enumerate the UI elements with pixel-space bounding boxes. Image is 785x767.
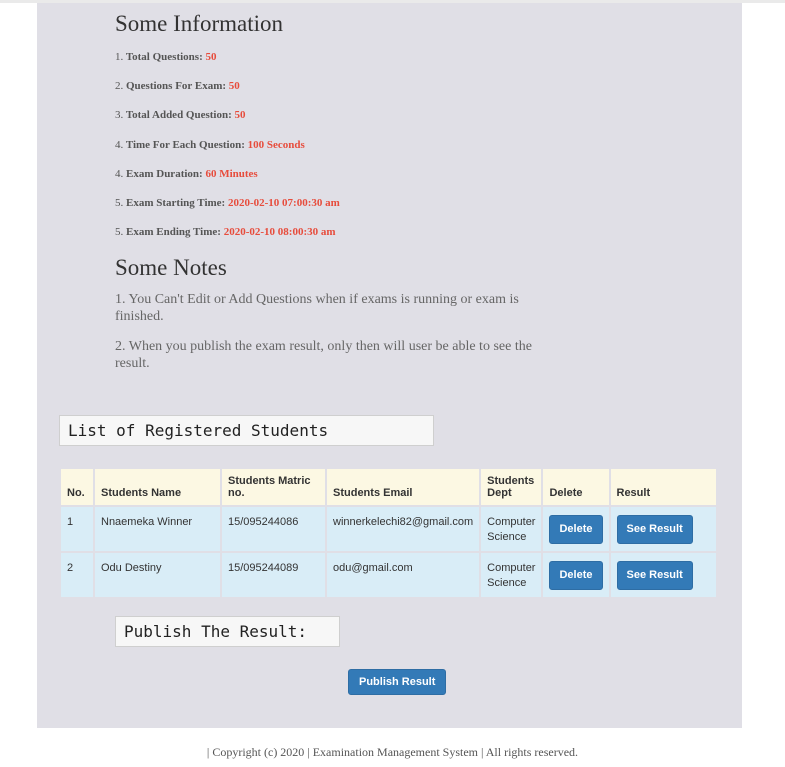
delete-button[interactable]: Delete bbox=[549, 561, 602, 590]
table-row bbox=[61, 553, 716, 597]
delete-button[interactable]: Delete bbox=[549, 515, 602, 544]
cell-email: winnerkelechi82@gmail.com bbox=[327, 507, 479, 551]
column-header-matric: Students Matric no. bbox=[222, 469, 325, 505]
note-item: 1. You Can't Edit or Add Questions when if exams is running or exam is finished. bbox=[115, 292, 519, 324]
cell-delete bbox=[543, 507, 608, 551]
info-item-exam-end: 5. Exam Ending Time: 2020-02-10 08:00:30 am bbox=[115, 226, 336, 238]
registered-students-heading: List of Registered Students bbox=[59, 415, 434, 446]
column-header-dept: Students Dept bbox=[481, 469, 541, 505]
info-item-exam-duration: 4. Exam Duration: 60 Minutes bbox=[115, 168, 258, 180]
info-item-total-added-question: 3. Total Added Question: 50 bbox=[115, 109, 246, 121]
cell-dept: Computer Science bbox=[481, 507, 541, 551]
info-item-total-questions: 1. Total Questions: 50 bbox=[115, 51, 217, 63]
cell-delete bbox=[543, 553, 608, 597]
cell-name: Odu Destiny bbox=[95, 553, 220, 597]
column-header-no: No. bbox=[61, 469, 93, 505]
table-header-row bbox=[61, 469, 716, 505]
cell-dept: Computer Science bbox=[481, 553, 541, 597]
column-header-delete: Delete bbox=[543, 469, 608, 505]
cell-result bbox=[611, 507, 717, 551]
footer-copyright: | Copyright (c) 2020 | Examination Management System | All rights reserved. bbox=[206, 745, 579, 759]
note-item: 2. When you publish the exam result, only then will user be able to see the result. bbox=[115, 339, 532, 371]
cell-matric: 15/095244089 bbox=[222, 553, 325, 597]
publish-result-heading: Publish The Result: bbox=[115, 616, 340, 647]
publish-result-button[interactable]: Publish Result bbox=[348, 669, 446, 695]
cell-result bbox=[611, 553, 717, 597]
info-title: Some Information bbox=[115, 11, 283, 36]
see-result-button[interactable]: See Result bbox=[617, 561, 693, 590]
see-result-button[interactable]: See Result bbox=[617, 515, 693, 544]
notes-title: Some Notes bbox=[115, 255, 227, 280]
cell-matric: 15/095244086 bbox=[222, 507, 325, 551]
info-item-exam-start: 5. Exam Starting Time: 2020-02-10 07:00:30 am bbox=[115, 197, 340, 209]
cell-no: 1 bbox=[61, 507, 93, 551]
column-header-email: Students Email bbox=[327, 469, 479, 505]
column-header-result: Result bbox=[611, 469, 717, 505]
cell-email: odu@gmail.com bbox=[327, 553, 479, 597]
table-row bbox=[61, 507, 716, 551]
column-header-name: Students Name bbox=[95, 469, 220, 505]
students-table bbox=[59, 467, 718, 599]
info-item-questions-for-exam: 2. Questions For Exam: 50 bbox=[115, 80, 240, 92]
cell-name: Nnaemeka Winner bbox=[95, 507, 220, 551]
cell-no: 2 bbox=[61, 553, 93, 597]
info-item-time-per-question: 4. Time For Each Question: 100 Seconds bbox=[115, 139, 305, 151]
